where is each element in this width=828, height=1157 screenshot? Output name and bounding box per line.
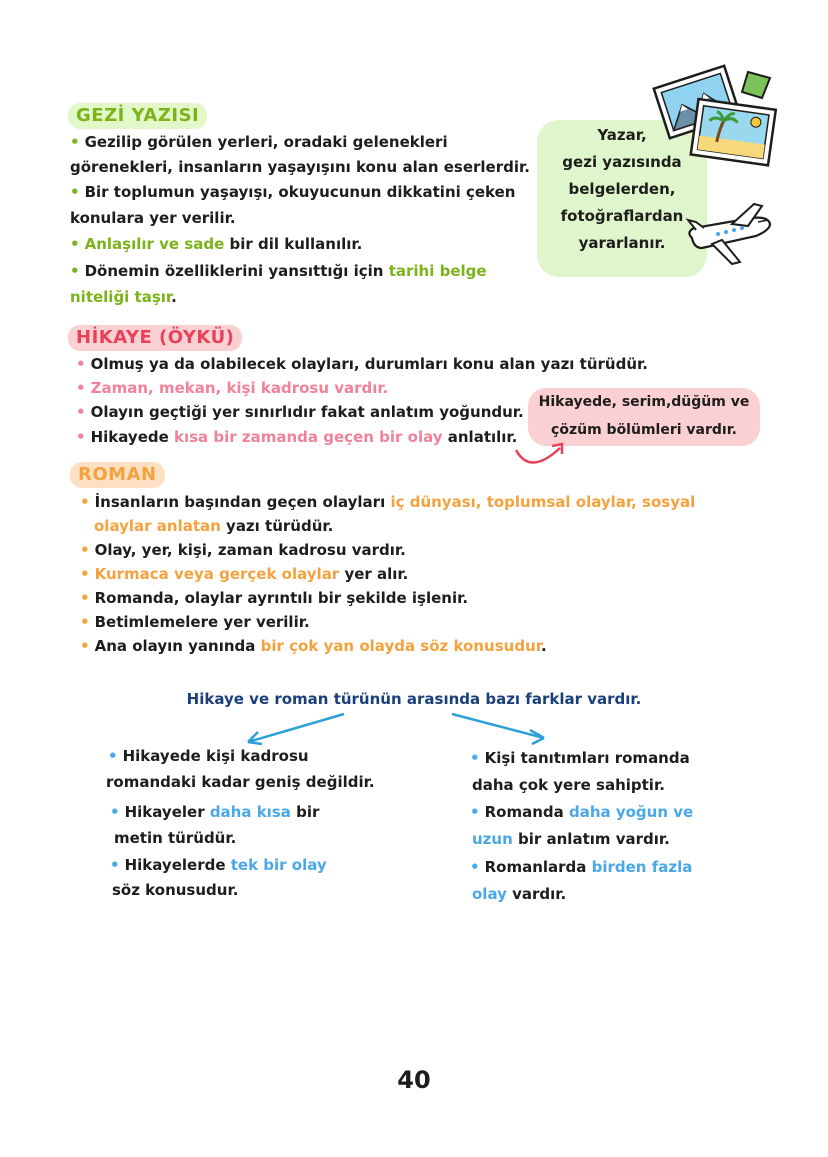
hikaye-heading: HİKAYE (ÖYKÜ) (68, 325, 242, 351)
left-a1: • Hikayede kişi kadrosu (108, 747, 309, 765)
split-arrows-icon (240, 710, 560, 750)
hikaye-line-1: • Olmuş ya da olabilecek olayları, durumları konu alan yazı türüdür. (76, 355, 648, 373)
right-b1: • Romanda daha yoğun ve (470, 803, 694, 821)
right-c2: olay vardır. (472, 885, 567, 903)
hikaye-line-2: • Zaman, mekan, kişi kadrosu vardır. (76, 379, 389, 397)
page-number: 40 (397, 1066, 431, 1094)
roman-line-5: • Romanda, olaylar ayrıntılı bir şekilde işlenir. (80, 589, 469, 607)
right-b2: uzun bir anlatım vardır. (472, 830, 670, 848)
hikaye-note: Hikayede, serim,düğüm ve çözüm bölümleri vardır. (528, 388, 760, 446)
gezi-line-4: konulara yer verilir. (70, 209, 236, 227)
hikaye-line-4: • Hikayede kısa bir zamanda geçen bir olay anlatılır. (76, 428, 518, 446)
gezi-line-1: • Gezilip görülen yerleri, oradaki gelenekleri (70, 133, 448, 151)
compare-title: Hikaye ve roman türünün arasında bazı farklar vardır. (186, 690, 642, 708)
roman-line-2: olaylar anlatan yazı türüdür. (94, 517, 334, 535)
right-c1: • Romanlarda birden fazla (470, 858, 693, 876)
roman-line-4: • Kurmaca veya gerçek olaylar yer alır. (80, 565, 409, 583)
right-a1: • Kişi tanıtımları romanda (470, 749, 690, 767)
curved-arrow-icon (510, 436, 570, 476)
gezi-line-7: niteliği taşır. (70, 288, 177, 306)
gezi-line-2: görenekleri, insanların yaşayışını konu alan eserlerdir. (70, 158, 530, 176)
left-b1: • Hikayeler daha kısa bir (110, 803, 320, 821)
roman-line-6: • Betimlemelere yer verilir. (80, 613, 310, 631)
left-b2: metin türüdür. (114, 829, 237, 847)
airplane-icon (682, 200, 778, 270)
roman-line-1: • İnsanların başından geçen olayları iç dünyası, toplumsal olaylar, sosyal (80, 493, 696, 511)
gezi-note: Yazar, gezi yazısında belgelerden, fotoğraflardan yararlanır. (537, 120, 707, 277)
roman-line-7: • Ana olayın yanında bir çok yan olayda söz konusudur. (80, 637, 547, 655)
gezi-heading: GEZİ YAZISI (68, 103, 207, 129)
gezi-line-3: • Bir toplumun yaşayışı, okuyucunun dikkatini çeken (70, 183, 516, 201)
roman-heading: ROMAN (70, 462, 165, 488)
gezi-line-5: • Anlaşılır ve sade bir dil kullanılır. (70, 235, 363, 253)
roman-line-3: • Olay, yer, kişi, zaman kadrosu vardır. (80, 541, 406, 559)
left-a2: romandaki kadar geniş değildir. (106, 773, 375, 791)
hikaye-line-3: • Olayın geçtiği yer sınırlıdır fakat anlatım yoğundur. (76, 403, 524, 421)
gezi-line-6: • Dönemin özelliklerini yansıttığı için tarihi belge (70, 262, 487, 280)
photos-icon (652, 64, 782, 174)
left-c2: söz konusudur. (112, 881, 239, 899)
left-c1: • Hikayelerde tek bir olay (110, 856, 327, 874)
right-a2: daha çok yere sahiptir. (472, 776, 665, 794)
